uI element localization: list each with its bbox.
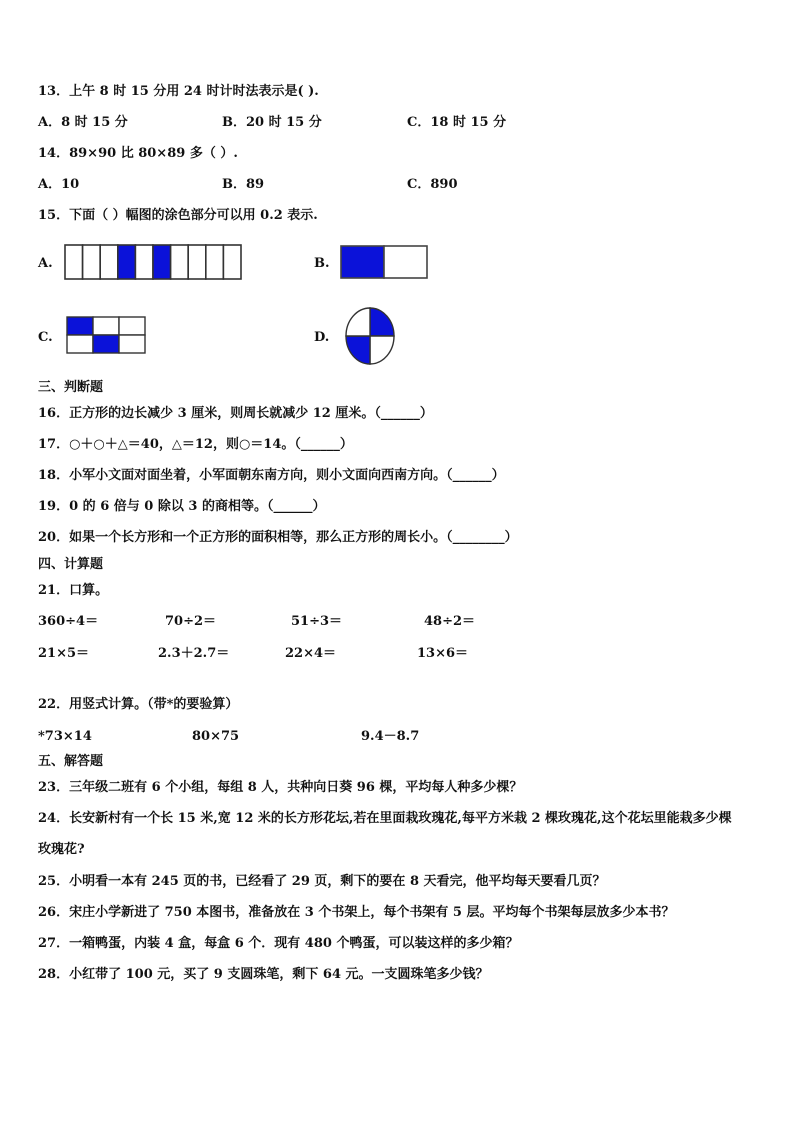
q14-option-a: A．10	[38, 177, 80, 192]
q22-item-1: *73×14	[38, 729, 92, 744]
answer-item-28: 28．小红带了 100 元，买了 9 支圆珠笔，剩下 64 元。一支圆珠笔多少钱？	[38, 967, 489, 982]
figure-a-cell-4	[118, 245, 136, 279]
q22-item-3: 9.4－8.7	[361, 729, 420, 744]
q15-figure-a-strip	[64, 244, 242, 280]
section-3-heading: 三、判断题	[38, 380, 104, 395]
figure-c-cell-r2c2	[93, 335, 119, 353]
section-5-heading: 五、解答题	[38, 754, 104, 769]
q21-row1-item-1: 360÷4＝	[38, 614, 99, 629]
q14-stem: 14．89×90 比 80×89 多（ ）.	[38, 146, 238, 161]
figure-d-quarter-1	[370, 308, 394, 336]
figure-d-quarter-4	[346, 308, 370, 336]
q21-stem: 21．口算。	[38, 583, 109, 598]
figure-b-part-1	[341, 246, 384, 278]
q15-figure-d-circle	[345, 306, 397, 366]
q15-label-c: C.	[38, 330, 53, 345]
figure-a-cell-5	[135, 245, 153, 279]
judge-item-18: 18．小军小文面对面坐着，小军面朝东南方向，则小文面向西南方向。（______）	[38, 468, 505, 483]
q21-row2-item-3: 22×4＝	[285, 646, 337, 661]
answer-item-24: 24．长安新村有一个长 15 米,宽 12 米的长方形花坛,若在里面栽玫瑰花,每平方米栽 2 棵玫瑰花,这个花坛里能栽多少棵	[38, 811, 732, 826]
q14-option-c: C．890	[407, 177, 458, 192]
figure-d-quarter-2	[370, 336, 394, 364]
figure-c-cell-r1c1	[67, 317, 93, 335]
figure-a-cell-8	[188, 245, 206, 279]
q22-item-2: 80×75	[192, 729, 240, 744]
q21-row2-item-2: 2.3＋2.7＝	[158, 646, 230, 661]
answer-item-25: 25．小明看一本有 245 页的书，已经看了 29 页，剩下的要在 8 天看完，他平均每天要看几页？	[38, 874, 606, 889]
q13-option-a: A．8 时 15 分	[38, 115, 128, 130]
q22-stem: 22．用竖式计算。（带*的要验算）	[38, 697, 239, 712]
figure-c-cell-r2c1	[67, 335, 93, 353]
figure-c-cell-r1c2	[93, 317, 119, 335]
answer-item-26: 26．宋庄小学新进了 750 本图书，准备放在 3 个书架上，每个书架有 5 层。平均每个书架每层放多少本书？	[38, 905, 675, 920]
q21-row1-item-4: 48÷2＝	[424, 614, 476, 629]
q13-option-b: B．20 时 15 分	[222, 115, 322, 130]
figure-d-quarter-3	[346, 336, 370, 364]
q21-row2-item-4: 13×6＝	[417, 646, 469, 661]
figure-c-cell-r2c3	[119, 335, 145, 353]
figure-b-part-2	[384, 246, 427, 278]
figure-a-cell-9	[206, 245, 224, 279]
q15-label-d: D.	[314, 330, 330, 345]
figure-a-cell-2	[83, 245, 101, 279]
answer-item-23: 23．三年级二班有 6 个小组，每组 8 人，共种向日葵 96 棵，平均每人种多少棵？	[38, 780, 523, 795]
judge-item-16: 16．正方形的边长减少 3 厘米，则周长就减少 12 厘米。（______）	[38, 406, 433, 421]
q15-figure-b-bar	[340, 245, 428, 279]
figure-a-cell-6	[153, 245, 171, 279]
q15-label-b: B.	[314, 256, 330, 271]
judge-item-17: 17．○＋○＋△＝40，△＝12，则○＝14。（______）	[38, 437, 353, 452]
figure-a-cell-1	[65, 245, 83, 279]
q15-stem: 15．下面（ ）幅图的涂色部分可以用 0.2 表示.	[38, 208, 318, 223]
answer-item-24-continued: 玫瑰花?	[38, 842, 85, 857]
q14-option-b: B．89	[222, 177, 265, 192]
q13-option-c: C．18 时 15 分	[407, 115, 507, 130]
q15-label-a: A.	[38, 256, 53, 271]
answer-item-27: 27．一箱鸭蛋，内装 4 盒，每盒 6 个．现有 480 个鸭蛋，可以装这样的多少箱？	[38, 936, 519, 951]
figure-a-cell-3	[100, 245, 118, 279]
q21-row1-item-2: 70÷2＝	[165, 614, 217, 629]
figure-a-cell-10	[223, 245, 241, 279]
figure-a-cell-7	[171, 245, 189, 279]
judge-item-20: 20．如果一个长方形和一个正方形的面积相等，那么正方形的周长小。（________）	[38, 530, 518, 545]
section-4-heading: 四、计算题	[38, 557, 104, 572]
q21-row1-item-3: 51÷3＝	[291, 614, 343, 629]
figure-c-cell-r1c3	[119, 317, 145, 335]
q21-row2-item-1: 21×5＝	[38, 646, 90, 661]
q15-figure-c-grid	[66, 316, 146, 354]
q13-stem: 13．上午 8 时 15 分用 24 时计时法表示是( ).	[38, 84, 319, 99]
judge-item-19: 19．0 的 6 倍与 0 除以 3 的商相等。（______）	[38, 499, 326, 514]
